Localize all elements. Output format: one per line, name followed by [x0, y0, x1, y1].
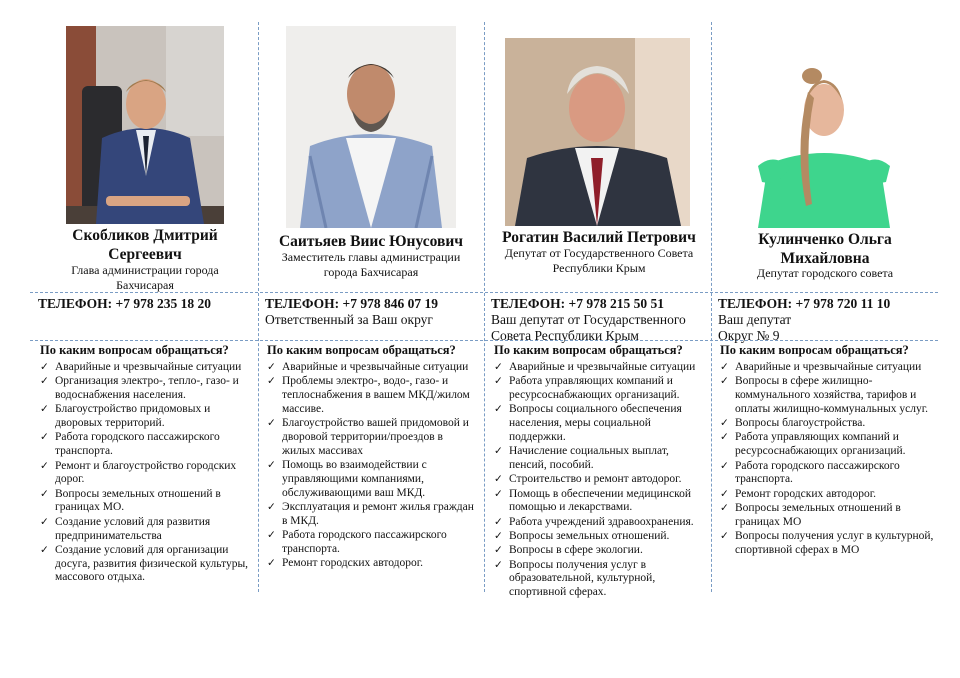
column-divider — [484, 22, 485, 592]
phone-number: ТЕЛЕФОН: +7 978 235 18 20 — [38, 296, 211, 311]
check-icon: ✓ — [494, 474, 503, 486]
topic-text: Эксплуатация и ремонт жилья граждан в МКД. — [282, 500, 474, 527]
topic-item — [40, 516, 252, 544]
topic-item — [40, 431, 252, 459]
topic-item — [494, 544, 706, 558]
person-role: Заместитель главы администрации города Бахчисарая — [281, 250, 461, 279]
person-photo — [754, 56, 894, 228]
topic-item — [720, 417, 934, 431]
topic-item — [40, 488, 252, 516]
phone-note: Ваш депутат Округ № 9 — [718, 312, 792, 343]
check-icon: ✓ — [267, 460, 276, 472]
check-icon: ✓ — [720, 418, 729, 430]
topic-text: Вопросы благоустройства. — [735, 417, 866, 430]
person-name: Саитьяев Виис Юнусович — [278, 233, 464, 250]
topic-item — [267, 501, 479, 529]
check-icon: ✓ — [494, 376, 503, 388]
check-icon: ✓ — [494, 446, 503, 458]
topic-item — [494, 530, 706, 544]
check-icon: ✓ — [494, 404, 503, 416]
topic-item — [40, 460, 252, 488]
check-icon: ✓ — [267, 558, 276, 570]
topic-item — [494, 488, 706, 516]
topic-item — [267, 361, 479, 375]
phone-note: Ответственный за Ваш округ — [265, 312, 433, 327]
topic-text: Благоустройство вашей придомовой и дворовой территории/проездов в жилых массивах — [282, 417, 469, 457]
topic-text: Работа управляющих компаний и ресурсоснабжающих организаций. — [509, 375, 680, 402]
topics-list — [40, 361, 252, 586]
topic-text: Работа управляющих компаний и ресурсоснабжающих организаций. — [735, 431, 906, 458]
column-divider — [711, 22, 712, 592]
check-icon: ✓ — [267, 362, 276, 373]
person-name: Кулинченко Ольга Михайловна — [758, 231, 892, 267]
topic-item — [720, 502, 934, 530]
topic-item — [494, 473, 706, 487]
topic-item — [267, 557, 479, 571]
person-photo — [505, 38, 690, 226]
topic-text: Работа городского пассажирского транспорта. — [735, 459, 900, 486]
topic-item — [494, 403, 706, 444]
check-icon: ✓ — [267, 501, 276, 513]
topic-item — [720, 361, 934, 375]
topics-list — [267, 361, 479, 571]
check-icon: ✓ — [494, 362, 503, 373]
check-icon: ✓ — [40, 488, 49, 500]
topic-item — [720, 488, 934, 502]
topic-text: Помощь в обеспечении медицинской помощью и лекарствами. — [509, 487, 691, 514]
topic-text: Вопросы в сфере экологии. — [509, 544, 643, 557]
person-name: Рогатин Василий Петрович — [502, 229, 696, 246]
topic-item — [494, 375, 706, 403]
topic-text: Работа городского пассажирского транспорта. — [282, 529, 447, 555]
topic-item — [267, 417, 479, 458]
check-icon: ✓ — [494, 545, 503, 557]
check-icon: ✓ — [494, 559, 503, 571]
person-name: Скобликов Дмитрий Сергеевич — [72, 227, 218, 263]
topic-item — [267, 529, 479, 557]
questions-title: По каким вопросам обращаться? — [40, 343, 229, 357]
check-icon: ✓ — [40, 362, 49, 373]
topic-item — [494, 361, 706, 375]
topic-item — [267, 375, 479, 416]
person-photo — [286, 26, 456, 228]
check-icon: ✓ — [494, 531, 503, 543]
check-icon: ✓ — [267, 376, 276, 388]
phone-note: Ваш депутат от Государственного Совета Республики Крым — [491, 312, 686, 343]
topic-item — [40, 361, 252, 375]
topic-item — [720, 530, 934, 558]
person-role: Депутат городского совета — [756, 266, 894, 280]
topic-text: Проблемы электро-, водо-, газо- и теплоснабжения в вашем МКД/жилом массиве. — [282, 375, 470, 415]
check-icon: ✓ — [494, 488, 503, 500]
topic-item — [40, 403, 252, 431]
check-icon: ✓ — [720, 362, 729, 373]
topic-text: Ремонт городских автодорог. — [735, 487, 877, 500]
topic-text: Вопросы получения услуг в образовательной, культурной, спортивной сферах. — [509, 558, 656, 599]
topic-text: Создание условий для развития предпринимательства — [55, 515, 211, 542]
topic-item — [720, 375, 934, 416]
topic-item — [494, 559, 706, 600]
check-icon: ✓ — [720, 502, 729, 514]
topic-text: Работа городского пассажирского транспорта. — [55, 431, 220, 458]
check-icon: ✓ — [40, 516, 49, 528]
topic-text: Ремонт городских автодорог. — [282, 557, 424, 570]
questions-title: По каким вопросам обращаться? — [494, 343, 683, 357]
check-icon: ✓ — [720, 432, 729, 444]
check-icon: ✓ — [267, 418, 276, 430]
topic-text: Вопросы земельных отношений. — [509, 530, 670, 543]
person-role: Глава администрации города Бахчисарая — [71, 263, 219, 292]
topic-text: Аварийные и чрезвычайные ситуации — [735, 361, 922, 373]
topic-item — [720, 431, 934, 459]
topic-item — [494, 516, 706, 530]
person-photo — [66, 26, 224, 224]
phone-number: ТЕЛЕФОН: +7 978 215 50 51 — [491, 296, 664, 311]
topic-item — [494, 445, 706, 473]
check-icon: ✓ — [40, 544, 49, 556]
topic-text: Ремонт и благоустройство городских дорог. — [55, 459, 237, 486]
topic-text: Начисление социальных выплат, пенсий, пособий. — [509, 445, 669, 472]
topic-text: Вопросы получения услуг в культурной, спортивной сферах в МО — [735, 530, 934, 556]
topic-text: Аварийные и чрезвычайные ситуации — [282, 361, 469, 373]
topic-text: Аварийные и чрезвычайные ситуации — [509, 361, 696, 373]
topics-list — [720, 361, 934, 558]
topic-text: Помощь во взаимодействии с управляющими компаниями, обслуживающими ваш МКД. — [282, 459, 427, 499]
topic-item — [720, 460, 934, 488]
check-icon: ✓ — [720, 460, 729, 472]
phone-number: ТЕЛЕФОН: +7 978 720 11 10 — [718, 296, 891, 311]
check-icon: ✓ — [40, 404, 49, 416]
topic-text: Работа учреждений здравоохранения. — [509, 515, 694, 528]
check-icon: ✓ — [720, 488, 729, 500]
topic-item — [267, 459, 479, 500]
topic-item — [40, 375, 252, 403]
phone-number: ТЕЛЕФОН: +7 978 846 07 19 — [265, 296, 438, 311]
check-icon: ✓ — [40, 460, 49, 472]
topic-item — [40, 544, 252, 585]
check-icon: ✓ — [267, 530, 276, 542]
topic-text: Вопросы в сфере жилищно-коммунального хозяйства, тарифов и оплаты жилищно-коммунальных услуг. — [735, 375, 928, 415]
person-role: Депутат от Государственного Совета Республики Крым — [504, 246, 694, 275]
topic-text: Строительство и ремонт автодорог. — [509, 473, 682, 486]
check-icon: ✓ — [720, 531, 729, 543]
questions-title: По каким вопросам обращаться? — [267, 343, 456, 357]
topic-text: Создание условий для организации досуга, развития физической культуры, массового отдыха. — [55, 543, 249, 584]
topic-text: Благоустройство придомовых и дворовых территорий. — [55, 403, 211, 430]
column-divider — [258, 22, 259, 592]
questions-title: По каким вопросам обращаться? — [720, 343, 909, 357]
topic-text: Вопросы земельных отношений в границах МО — [735, 501, 901, 528]
topic-text: Аварийные и чрезвычайные ситуации — [55, 361, 242, 373]
check-icon: ✓ — [40, 376, 49, 388]
topic-text: Вопросы социального обеспечения населения, меры социальной поддержки. — [509, 403, 682, 443]
check-icon: ✓ — [494, 516, 503, 528]
topic-text: Вопросы земельных отношений в границах МО. — [55, 487, 221, 514]
topic-text: Организация электро-, тепло-, газо- и водоснабжения населения. — [55, 375, 239, 402]
check-icon: ✓ — [720, 376, 729, 388]
check-icon: ✓ — [40, 432, 49, 444]
topics-list — [494, 361, 706, 601]
